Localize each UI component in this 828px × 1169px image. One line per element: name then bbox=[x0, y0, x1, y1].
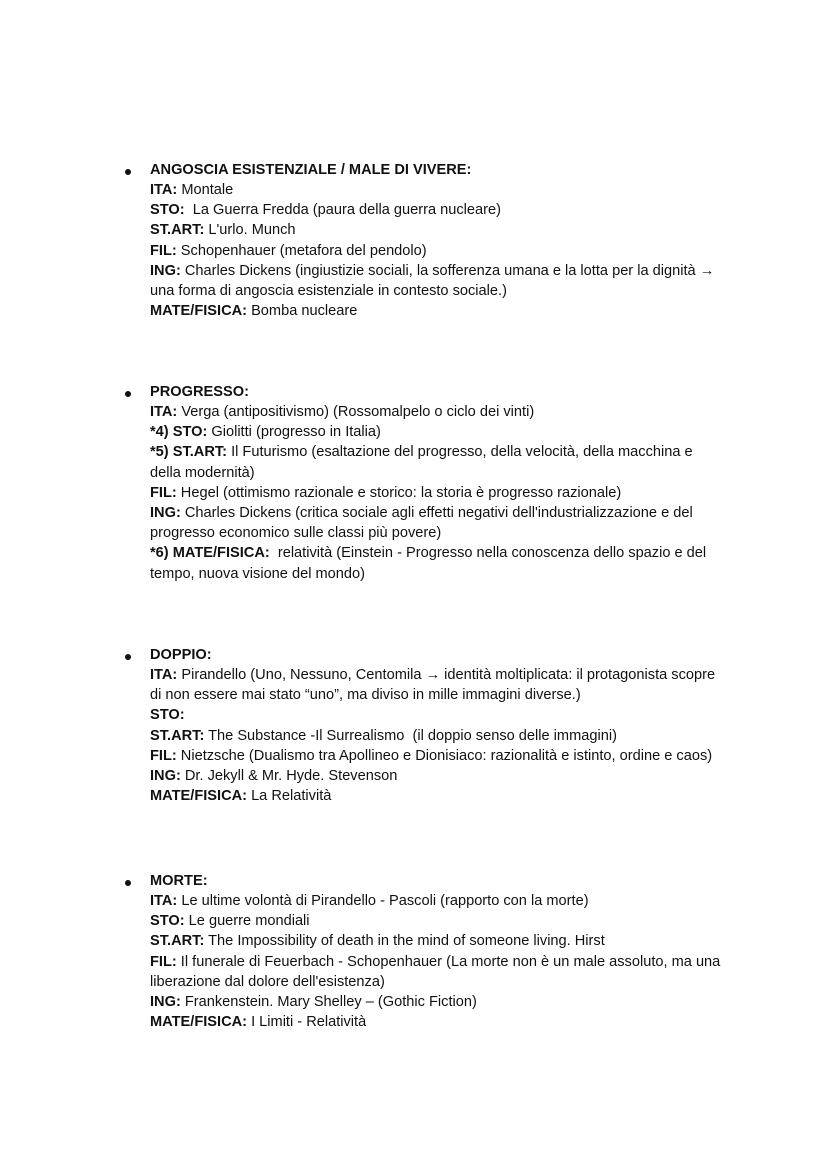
subject-line-ita: ITA: Montale bbox=[150, 182, 234, 198]
subject-line-fil: FIL: Hegel (ottimismo razionale e storico: la storia è progresso razionale) bbox=[150, 484, 622, 501]
section-doppio bbox=[150, 645, 750, 806]
subject-line-ing: ING: Charles Dickens (critica sociale agli effetti negativi dell'industrializzazione e del progresso economico sulle classi più povere) bbox=[150, 505, 697, 542]
section-progresso bbox=[150, 382, 750, 584]
bullet-icon bbox=[125, 880, 131, 886]
bullet-icon bbox=[125, 169, 131, 175]
subject-line-fil: FIL: Schopenhauer (metafora del pendolo) bbox=[150, 242, 427, 259]
subject-line-fil: FIL: Nietzsche (Dualismo tra Apollineo e Dionisiaco: razionalità e istinto, ordine e caos) bbox=[150, 747, 713, 764]
subject-line-sto: STO: Le guerre mondiali bbox=[150, 913, 310, 930]
subject-line-start: ST.ART: The Substance -Il Surrealismo (il doppio senso delle immagini) bbox=[150, 727, 617, 744]
subject-line-start: ST.ART: L'urlo. Munch bbox=[150, 222, 296, 239]
section-heading: ANGOSCIA ESISTENZIALE / MALE DI VIVERE: bbox=[150, 162, 472, 178]
section-heading: MORTE: bbox=[150, 873, 208, 889]
subject-line-ita: ITA: Le ultime volontà di Pirandello - Pascoli (rapporto con la morte) bbox=[150, 893, 589, 909]
section-heading: PROGRESSO: bbox=[150, 384, 249, 400]
subject-line-ita: ITA: Verga (antipositivismo) (Rossomalpelo o ciclo dei vinti) bbox=[150, 404, 535, 420]
subject-line-mate-fisica: MATE/FISICA: Bomba nucleare bbox=[150, 303, 358, 320]
section-morte bbox=[150, 871, 750, 1032]
subject-line-ing: ING: Dr. Jekyll & Mr. Hyde. Stevenson bbox=[150, 768, 398, 785]
section-angoscia bbox=[150, 160, 750, 321]
subject-line-start: *5) ST.ART: Il Futurismo (esaltazione del progresso, della velocità, della macchina e della modernità) bbox=[150, 444, 697, 481]
subject-line-mate-fisica: MATE/FISICA: La Relatività bbox=[150, 788, 332, 805]
subject-line-sto: STO: bbox=[150, 707, 185, 724]
subject-line-sto: *4) STO: Giolitti (progresso in Italia) bbox=[150, 424, 381, 441]
subject-line-mate-fisica: MATE/FISICA: I Limiti - Relatività bbox=[150, 1014, 367, 1031]
bullet-icon bbox=[125, 391, 131, 397]
subject-line-ing: ING: Frankenstein. Mary Shelley – (Gothic Fiction) bbox=[150, 994, 477, 1011]
subject-line-sto: STO: La Guerra Fredda (paura della guerra nucleare) bbox=[150, 202, 501, 219]
bullet-icon bbox=[125, 654, 131, 660]
section-heading: DOPPIO: bbox=[150, 647, 212, 663]
subject-line-start: ST.ART: The Impossibility of death in the mind of someone living. Hirst bbox=[150, 933, 605, 950]
subject-line-fil: FIL: Il funerale di Feuerbach - Schopenhauer (La morte non è un male assoluto, ma una liberazione dal dolore dell'esistenza) bbox=[150, 953, 725, 990]
subject-line-ita: ITA: Pirandello (Uno, Nessuno, Centomila → identità moltiplicata: il protagonista scopre di non essere mai stato “uno”, ma diviso in mille immagini diverse.) bbox=[150, 667, 720, 704]
subject-line-ing: ING: Charles Dickens (ingiustizie sociali, la sofferenza umana e la lotta per la dignità → una forma di angoscia esistenziale in contesto sociale.) bbox=[150, 262, 719, 300]
subject-line-mate-fisica: *6) MATE/FISICA: relatività (Einstein - Progresso nella conoscenza dello spazio e del tempo, nuova visione del mondo) bbox=[150, 545, 711, 582]
